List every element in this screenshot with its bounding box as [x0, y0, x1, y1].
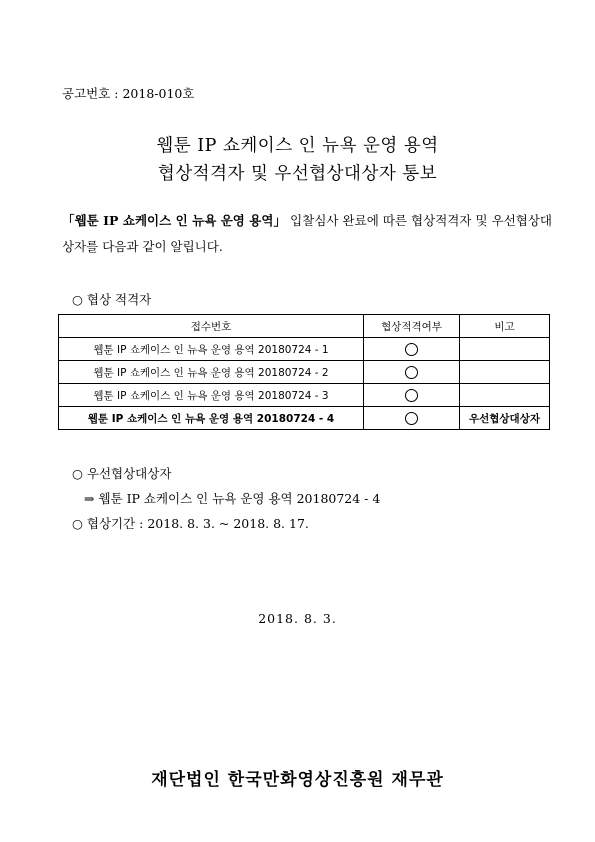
cell-note: [460, 384, 550, 407]
cell-note: [460, 338, 550, 361]
cell-receipt-no: 웹툰 IP 쇼케이스 인 뉴욕 운영 용역 20180724 - 1: [59, 338, 364, 361]
circle-mark-icon: [405, 343, 418, 356]
preferred-bidder-item: ⇒ 웹툰 IP 쇼케이스 인 뉴욕 운영 용역 20180724 - 4: [84, 491, 381, 506]
table-row: [59, 338, 550, 361]
cell-receipt-no: 웹툰 IP 쇼케이스 인 뉴욕 운영 용역 20180724 - 4: [59, 407, 364, 430]
notice-number: 공고번호 : 2018-010호: [62, 86, 195, 101]
cell-qualified: [364, 407, 460, 430]
table-row-selected: [59, 407, 550, 430]
project-name-quoted: 「웹툰 IP 쇼케이스 인 뉴욕 운영 용역」: [62, 213, 287, 228]
cell-receipt-no: 웹툰 IP 쇼케이스 인 뉴욕 운영 용역 20180724 - 2: [59, 361, 364, 384]
cell-receipt-no: 웹툰 IP 쇼케이스 인 뉴욕 운영 용역 20180724 - 3: [59, 384, 364, 407]
negotiation-period: ○ 협상기간 : 2018. 8. 3. ~ 2018. 8. 17.: [72, 516, 309, 531]
header-qualified: 협상적격여부: [364, 315, 460, 338]
body-text: 입찰심사 완료에 따른 협상적격자 및 우선협상대상자를 다음과 같이 알립니다.: [62, 213, 552, 254]
section-preferred-label: ○ 우선협상대상자: [72, 466, 172, 481]
table-header-row: [59, 315, 550, 338]
title-line-1: 웹툰 IP 쇼케이스 인 뉴욕 운영 용역: [156, 136, 439, 156]
circle-mark-icon: [405, 389, 418, 402]
circle-mark-icon: [405, 366, 418, 379]
qualified-table: [58, 314, 550, 430]
cell-note: [460, 361, 550, 384]
issuer-name: 재단법인 한국만화영상진흥원 재무관: [151, 770, 444, 790]
cell-qualified: [364, 361, 460, 384]
table-row: [59, 384, 550, 407]
header-note: 비고: [460, 315, 550, 338]
cell-qualified: [364, 338, 460, 361]
cell-qualified: [364, 384, 460, 407]
table-row: [59, 361, 550, 384]
header-receipt-no: 접수번호: [59, 315, 364, 338]
notice-date: 2018. 8. 3.: [258, 611, 337, 626]
section-qualified-label: ○ 협상 적격자: [72, 292, 152, 307]
body-paragraph: [62, 208, 552, 260]
title-line-2: 협상적격자 및 우선협상대상자 통보: [157, 164, 438, 184]
cell-note: 우선협상대상자: [460, 407, 550, 430]
circle-mark-icon: [405, 412, 418, 425]
